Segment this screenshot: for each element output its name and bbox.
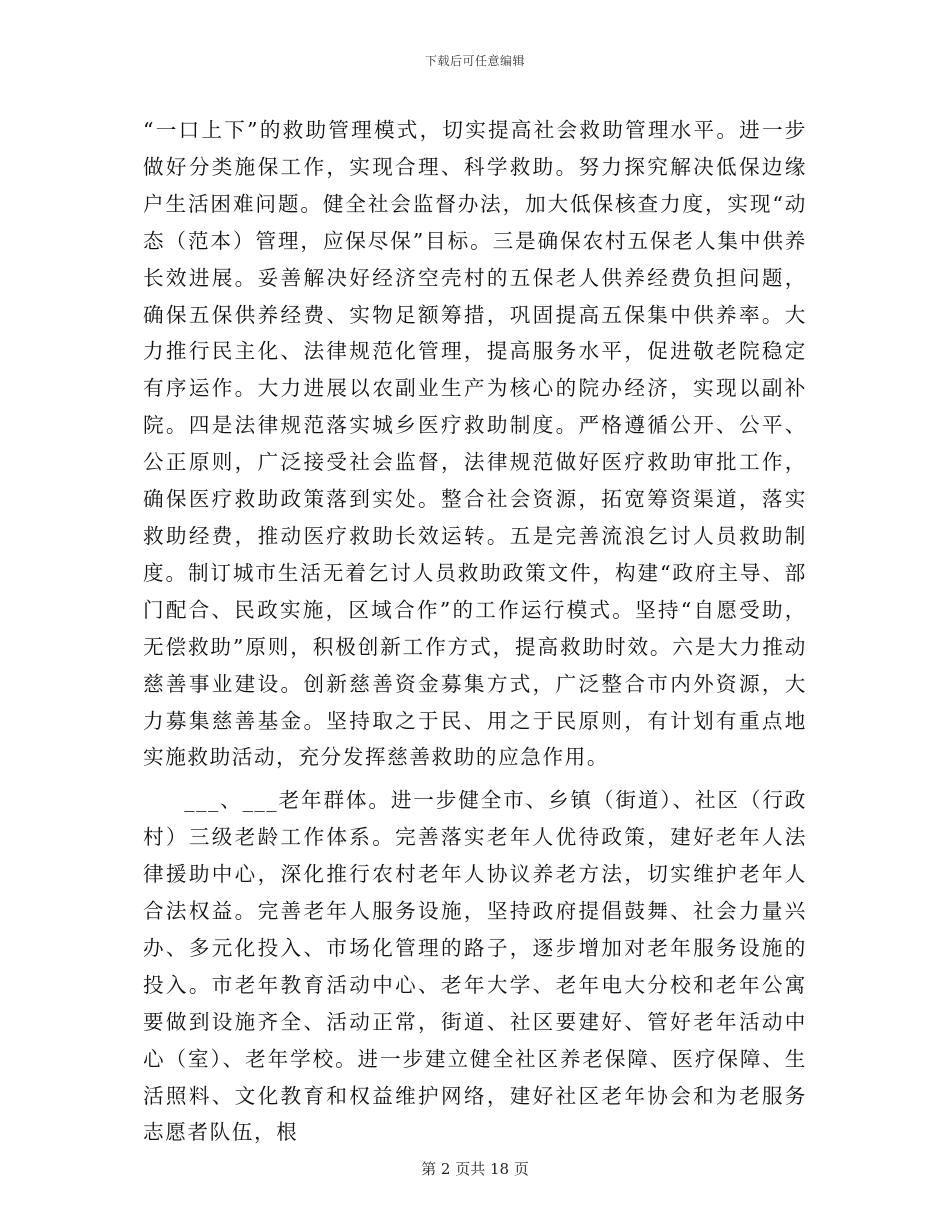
paragraph-continuation: “一口上下”的救助管理模式，切实提高社会救助管理水平。进一步做好分类施保工作，实现合理、科学救助。努力探究解决低保边缘户生活困难问题。健全社会监督办法，加大低保核查力度，实现“动态（范本）管理，应保尽保”目标。三是确保农村五保老人集中供养长效进展。妥善解决好经济空壳村的五保老人供养经费负担问题，确保五保供养经费、实物足额筹措，巩固提高五保集中供养率。大力推行民主化、法律规范化管理，提高服务水平，促进敬老院稳定有序运作。大力进展以农副业生产为核心的院办经济，实现以副补院。四是法律规范落实城乡医疗救助制度。严格遵循公开、公平、公正原则，广泛接受社会监督，法律规范做好医疗救助审批工作，确保医疗救助政策落到实处。整合社会资源，拓宽筹资渠道，落实救助经费，推动医疗救助长效运转。五是完善流浪乞讨人员救助制度。制订城市生活无着乞讨人员救助政策文件，构建“政府主导、部门配合、民政实施，区域合作”的工作运行模式。坚持“自愿受助，无偿救助”原则，积极创新工作方式，提高救助时效。六是大力推动慈善事业建设。创新慈善资金募集方式，广泛整合市内外资源，大力募集慈善基金。坚持取之于民、用之于民原则，有计划有重点地实施救助活动，充分发挥慈善救助的应急作用。 (143, 118, 807, 770)
page-header-note: 下载后可任意编辑 (424, 54, 525, 68)
page-number: 第 2 页共 18 页 (421, 1160, 529, 1178)
document-body (143, 112, 807, 1151)
paragraph-elderly-group: ___、___老年群体。进一步健全市、乡镇（街道）、社区（行政村）三级老龄工作体系。完善落实老年人优待政策，建好老年人法律援助中心，深化推行农村老年人协议养老方法，切实维护老年人合法权益。完善老年人服务设施，坚持政府提倡鼓舞、社会力量兴办、多元化投入、市场化管理的路子，逐步增加对老年服务设施的投入。市老年教育活动中心、老年大学、老年电大分校和老年公寓要做到设施齐全、活动正常，街道、社区要建好、管好老年活动中心（室）、老年学校。进一步建立健全社区养老保障、医疗保障、生活照料、文化教育和权益维护网络，建好社区老年协会和为老服务志愿者队伍，根 (143, 788, 807, 1145)
